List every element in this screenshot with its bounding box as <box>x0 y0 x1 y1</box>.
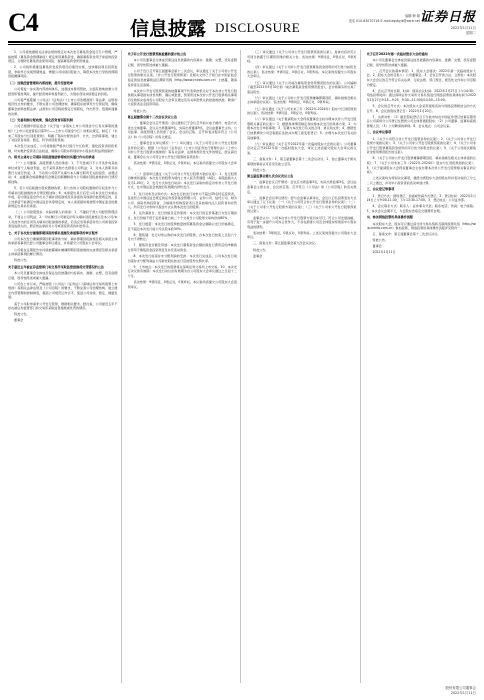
body-paragraph: 公司将严格遵循《公司法》《证券法》《上市公司治理准则》等法律、法规和规范性文件的要求，不断完善公司治理结构，确保股东能够充分行使权利，确保董事会能够按照法律、法规和公司章程的规定行使职权，作出科学、迅速和谨慎的决策。 <box>8 97 118 116</box>
masthead-rule-thin <box>8 44 476 45</box>
body-paragraph: 5、会议的召开方式：本次股东大会采用现场表决与网络投票相结合的方式召开。6、会议的股权登记日：2022年1月20日。 <box>366 103 476 113</box>
body-paragraph: 鉴于公司拟申请非公开发行股票，根据相关要求，经自查，公司最近五年不存在被证券监管部门和交易所采取监管措施或处罚的情况。 <box>8 301 118 311</box>
body-paragraph: 特此公告。 <box>372 238 388 243</box>
body-paragraph: 监事会 <box>253 253 263 258</box>
column-4 <box>367 50 477 683</box>
body-paragraph: 一、召开会议的基本情况：1、股东大会届次：2022年第一次临时股东大会。2、股东大会的召集人：公司董事会。3、会议召开的合法、合规性：本次股东大会会议的召开符合有关法律、行政法规、部门规章、规范性文件和公司章程的规定。 <box>366 68 476 87</box>
body-paragraph: 5、若公司后续推出股权激励政策，拟公布的公司股权激励的行权条件与公司填补回报措施的执行情况相挂钩；6、本承诺出具日后至公司本次发行实施完毕前，若中国证监会作出关于填补回报措施及其承诺的其他新的监管规定的，且上述承诺不能满足中国证监会该等规定时，本人承诺届时将按照中国证监会的最新规定出具补充承诺。 <box>8 185 118 209</box>
body-paragraph: 3、发行对象及认购方式：本次发行的发行对象为不超过35名特定投资者，包括符合中国证监会规定的证券投资基金管理公司、证券公司、信托公司、财务公司、保险机构投资者、合格境外机构投资者以及其他境内法人投资者和自然人。所有发行对象均以现金方式认购本次发行的股票。 <box>127 191 237 210</box>
issue-weekday-line: 星期二 <box>465 31 476 35</box>
column-1 <box>8 50 122 683</box>
body-paragraph: （三）审议通过《关于公司非公开发行股票预案的议案》。具体内容详见公司同日披露于巨潮资讯网的相关公告。表决结果：9票同意，0票反对，0票弃权。 <box>247 50 357 64</box>
credit-line: 电话 010-63070716 E-mail:zqsbyjk@zqrb.net <box>348 19 420 23</box>
section-heading: 关于非公开发行股票预案披露的提示性公告 <box>127 52 187 56</box>
body-paragraph: 特此公告。 <box>133 108 149 113</box>
issue-date <box>412 26 476 36</box>
section-title: 信息披露 <box>130 18 207 40</box>
body-paragraph: 表决结果：9票同意，0票反对，0票弃权。本议案尚需提交公司股东大会逐项审议。 <box>127 280 237 289</box>
body-paragraph: 一、董事会会议召开情况：会议通知已于会议召开前以电子邮件、电话方式送达全体董事。会议应出席董事9名，实际出席董事9名，会议由董事长主持，公司监事、高级管理人员列席了会议。会议的召集、召开和表决程序符合《公司法》和《公司章程》的有关规定。 <box>127 121 237 139</box>
body-paragraph: 二、董事会会议审议情况：（一）审议通过《关于公司符合非公开发行股票条件的议案》。根据《公司法》《证券法》《上市公司证券发行管理办法》《上市公司非公开发行股票实施细则》等有关法律、法规和规范性文件的规定，经认真自查，董事会认为公司符合非公开发行股票的各项条件。 <box>127 141 237 159</box>
body-paragraph: 6、《关于公司非公开发行股票摊薄即期回报、填补措施及相关主体承诺的议案》；7、《关于公司未来三年（2022年-2024年）股东分红回报规划的议案》；8、《关于提请股东大会授权董事会全权办理本次非公开发行股票相关事宜的议案》。 <box>366 156 476 175</box>
body-paragraph: 公司于近日召开第五届董事会第十二次会议，审议通过了关于公司非公开发行股票的相关议案。《非公开发行股票预案》及相关文件已于同日在中国证监会指定的信息披露网站巨潮资讯网（http://www.cninfo.com.cn）上披露，敬请投资者注意查阅。 <box>127 68 237 87</box>
editor-credits <box>320 14 420 24</box>
body-paragraph: 公司已根据中国证监会《关于进一步落实上市公司现金分红有关事项的通知》《上市公司监管指引第3号——上市公司现金分红》的相关规定，制定了《未来三年股东分红回报规划》，明确了利润分配的条件、方式、比例等事项，建立了对投资者持续、稳定、科学的回报机制。 <box>8 124 118 143</box>
page-footer <box>8 686 476 696</box>
section-heading: 第五届董事会第十二次会议决议公告 <box>127 115 177 120</box>
body-paragraph: 一、监事会会议召开情况：会议应出席监事3名，实际出席监事3名，会议由监事会主席主持，会议的召集、召开符合《公司法》和《公司章程》的有关规定。 <box>247 180 357 194</box>
body-paragraph: （二）逐项审议通过《关于公司非公开发行股票方案的议案》：1、发行股票的种类和面值：本次发行的股票为境内上市人民币普通股（A股），每股面值为人民币1.00元。2、发行方式和发行时间：本次发行采取向特定对象非公开发行的方式，在中国证监会核准的有效期内择机发行。 <box>127 171 237 190</box>
section-heading: 关于召开2022年第一次临时股东大会的通知 <box>366 52 428 56</box>
body-paragraph: （六）审议通过《关于公司非公开发行股票摊薄即期回报、填补措施及相关主体承诺的议案》。表决结果：9票同意，0票反对，0票弃权。 <box>247 95 357 105</box>
masthead <box>8 6 476 40</box>
credit-line: 编辑 韩 颖 <box>405 14 420 18</box>
body-paragraph: 本公司及董事会全体成员保证信息披露的内容真实、准确、完整，没有虚假记载、误导性陈述或重大遗漏。 <box>8 270 118 280</box>
newspaper-logo: 证券日报 <box>419 10 476 25</box>
body-paragraph: 表决结果：3票同意，0票反对，0票弃权。上述议案尚需提交公司股东大会审议。 <box>247 230 357 240</box>
body-paragraph: 4、会议联系方式：联系人：证券事务代表；联系电话；传真；电子邮箱。5、本次会议会期半天，与会股东食宿及交通费用自理。 <box>366 204 476 213</box>
section-heading: 关于最近五年被证券监管部门和交易所采取监管措施或处罚情况的公告 <box>8 264 104 269</box>
body-paragraph: 本次股东大会，股东可以通过深交所交易系统和互联网投票系统（http://wltp.cninfo.com.cn）参加投票，网络投票的具体操作流程详见附件一。 <box>366 221 476 231</box>
body-paragraph: 五、备查文件：第五届董事会第十二次会议决议。 <box>372 232 441 237</box>
issuer-date: 2022年1月11日 <box>450 690 476 695</box>
body-paragraph: 公司本次发行摊薄即期回报事项的分析、填补即期回报措施及相关承诺主体的承诺等事项已经公司董事会审议通过，并将提交公司股东大会审议。 <box>8 236 118 246</box>
body-paragraph: 4、会议召开的日期、时间：现场会议时间：2022年1月27日下午14:30；网络投票时间：通过深圳证券交易所交易系统进行网络投票的具体时间为2022年1月27日9:15—9:25，9:30—11:30和13:00—15:00。 <box>366 88 476 102</box>
column-2 <box>128 50 242 683</box>
body-paragraph: 本次发行完成后，公司将继续严格执行现行分红政策，强化投资者回报机制，切实维护投资者合法权益，确保公司股东特别是中小股东的利益得到保护。 <box>8 144 118 153</box>
section-heading: 二、会议审议事项 <box>366 130 392 135</box>
body-paragraph: 二、监事会会议审议情况：经与会监事认真审议，会议以记名投票表决方式审议通过了以下议案：（一）《关于公司符合非公开发行股票条件的议案》；（二）《关于公司非公开发行股票方案的议案》；（三）《关于公司非公开发行股票预案的议案》。 <box>247 195 357 214</box>
body-paragraph: 特此公告。 <box>14 258 30 263</box>
body-paragraph: 表决结果：9票同意，0票反对，0票弃权。本议案尚需提交公司股东大会审议。 <box>127 160 237 170</box>
body-paragraph: （二）公司控股股东、实际控制人的承诺：1、不越权干预公司经营管理活动，不侵占公司利益；2、切实履行公司制定的有关填补回报措施以及本公司/本人对此作出的任何有关填补回报措施的承诺，若违反该等承诺并给公司或者投资者造成损失的，愿意依法承担对公司或者投资者的补偿责任。 <box>8 210 118 229</box>
body-paragraph: 7、出席对象：（1）截至股权登记日下午收市时在中国证券登记结算有限责任公司深圳分公司登记在册的公司全体普通股股东；（2）公司董事、监事和高级管理人员；（3）公司聘请的律师。8、会议地点：公司会议室。 <box>366 114 476 128</box>
body-paragraph: 特此公告。 <box>14 312 30 317</box>
body-paragraph: 公司自上市以来，严格按照《公司法》《证券法》《深圳证券交易所股票上市规则》等相关法律法规及《公司章程》的要求，不断完善公司治理结构，建立健全内部管理和控制制度，提高公司规范运作水平，促进公司持续、稳定、健康发展。 <box>8 281 118 300</box>
body-paragraph: 8、本次发行前滚存未分配利润的安排：本次发行完成后，公司本次发行前的滚存未分配利润由公司新老股东按发行后的股份比例共享。 <box>127 254 237 263</box>
body-paragraph: 本公司及董事会全体成员保证信息披露的内容真实、准确、完整，没有虚假记载、误导性陈述或重大遗漏。 <box>366 58 476 67</box>
section-heading: 第五届监事会第九次会议决议公告 <box>247 174 294 179</box>
issue-date-line: 2022年1月11日 <box>450 26 476 30</box>
body-paragraph: 4、定价基准日、发行价格及定价原则：本次发行的定价基准日为发行期首日，发行价格不低于定价基准日前二十个交易日公司股票交易均价的80%。 <box>127 211 237 220</box>
body-paragraph: 1、《关于公司符合非公开发行股票条件的议案》；2、《关于公司非公开发行股票方案的议案》；3、《关于公司非公开发行股票预案的议案》；4、《关于公司非公开发行股票募集资金使用的可行性分析报告的议案》；5、《关于公司前次募集资金使用情况报告的议案》。 <box>366 136 476 155</box>
body-paragraph: （四）审议通过《关于公司非公开发行股票募集资金使用的可行性分析报告的议案》。表决结果：9票同意，0票反对，0票弃权。本议案尚需提交公司股东大会审议。 <box>247 65 357 79</box>
section-english-title: DISCLOSURE <box>215 20 301 35</box>
section-heading: （三）完善利润分配政策，强化投资者回报机制 <box>8 118 73 123</box>
body-paragraph: 1、公司将依据相关法律法规的规定对本次发行募集资金进行专户管理，严格按照《募集资金管理制度》规定使用募集资金，确保募集资金用于承诺的投资项目，合理防范募集资金使用风险，提高募集资金使用效益。 <box>8 50 118 64</box>
section-heading: 三、会议登记等事项 <box>366 187 395 192</box>
column-3 <box>247 50 361 683</box>
body-paragraph: 本公司及董事会全体成员保证信息披露的内容真实、准确、完整，没有虚假记载、误导性陈述或重大遗漏。 <box>127 58 237 67</box>
body-paragraph: 本次非公开发行股票预案的披露事项不代表审批机关对于本次非公开发行股票相关事项的实质性判断、确认或批准，预案所述本次非公开发行股票相关事项的生效和完成尚需公司股东大会审议通过及有关审批机关的批准或核准。敬请广大投资者注意投资风险。 <box>127 88 237 107</box>
body-paragraph: 三、备查文件：1、第五届董事会第十二次会议决议；2、独立董事关于相关事项的事前认可意见及独立意见。 <box>247 156 357 166</box>
body-paragraph: 7、募集资金总额及用途：本次发行募集资金总额扣除发行费用后的净额将全部用于募集资金投资项目及补充流动资金。 <box>127 243 237 253</box>
body-paragraph: 上述议案均为特别决议事项，须经出席股东大会的股东所持表决权的三分之二以上通过，并对中小投资者的表决单独计票。 <box>366 176 476 185</box>
body-paragraph: 特此公告。 <box>253 167 269 172</box>
page-number: C4 <box>8 8 38 37</box>
body-paragraph: （八）审议通过《关于提请股东大会授权董事会全权办理本次非公开发行股票相关事宜的议案》：1、根据具体情况制定和实施本次发行的具体方案；2、办理本次发行申报事项；3、签署与本次发行有关的合同、协议和文件；4、根据发行结果修改公司章程相应条款并办理工商变更登记；5、办理与本次发行有关的其他事项。 <box>247 117 357 140</box>
section-heading: 四、参加网络投票的具体操作流程 <box>366 215 413 220</box>
body-paragraph: 1、登记方式：现场登记、信函或传真方式登记。2、登记时间：2022年1月24日上午9:00-11:30，下午13:30-17:00。3、登记地点：公司证券部。 <box>366 193 476 203</box>
section-heading: （二）加强经营管理和内部控制，提升经营效率 <box>8 81 73 86</box>
body-paragraph: 董事会 <box>14 318 24 323</box>
body-paragraph: 监事会认为：公司本次非公开发行股票方案切实可行，符合公司发展战略，有利于进一步提升公司综合竞争力，不存在损害公司及全体股东特别是中小股东利益的情形。 <box>247 215 357 229</box>
body-paragraph: （五）审议通过《关于公司前次募集资金使用情况报告的议案》。公司编制了截至2021年9月30日的《前次募集资金使用情况报告》，会计师事务所出具了鉴证报告。 <box>247 80 357 94</box>
body-paragraph: 特此公告。 <box>253 247 269 252</box>
body-paragraph: 公司将在定期报告中持续披露填补摊薄即期回报措施的完成情况及相关承诺主体承诺事项的履行情况。 <box>8 247 118 257</box>
body-paragraph: （七）审议通过《关于公司未来三年（2022年-2024年）股东分红回报规划的议案》。表决结果：9票同意，0票反对，0票弃权。 <box>247 106 357 116</box>
masthead-rule <box>8 41 476 43</box>
body-paragraph: 2、公司将积极推进募集资金投资项目的建设实施，加快募投项目投资进度，争取早日实现预期效益，增强公司持续回报能力，降低本次发行导致的即期回报摊薄风险。 <box>8 65 118 79</box>
body-paragraph: 董事会 <box>372 244 382 249</box>
article-columns <box>8 50 476 683</box>
body-paragraph: 2022年1月11日 <box>372 250 396 255</box>
body-paragraph: 9、上市地点：本次发行的股票将在深圳证券交易所上市交易。10、本次发行决议的有效期：本次发行决议的有效期为自公司股东大会审议通过之日起十二个月。 <box>127 264 237 279</box>
body-paragraph: 三、备查文件：第五届监事会第九次会议决议。 <box>253 241 318 246</box>
body-paragraph: （一）公司董事、高级管理人员的承诺：1、不无偿或以不公平条件向其他单位或者个人输送利益，也不采用其他方式损害公司利益；2、对本人的职务消费行为进行约束；3、不动用公司资产从事与本人履行职责无关的投资、消费活动；4、由董事会或薪酬委员会制定的薪酬制度与公司填补回报措施的执行情况相挂钩。 <box>8 161 118 184</box>
issuer-signature <box>386 686 476 695</box>
issuer-name: 股份有限公司董事会 <box>445 686 476 690</box>
section-heading: 七、关于本次发行摊薄即期回报的填补措施及承诺事项的审议程序 <box>8 230 98 235</box>
body-paragraph: 6、限售期：发行对象认购的本次发行的股票，自本次发行结束之日起六个月内不得转让。 <box>127 232 237 242</box>
body-paragraph: （九）审议通过《关于召开2022年第一次临时股东大会的议案》。公司董事会决定召开2022年第一次临时股东大会，审议上述需提交股东大会审议的议案。 <box>247 141 357 155</box>
section-heading: 六、相关主体对公司填补回报措施能够得到切实履行作出的承诺 <box>8 155 95 160</box>
body-paragraph: 5、发行数量：本次发行的股票数量按照募集资金总额除以发行价格确定，且不超过本次发行前公司总股本的30%。 <box>127 222 237 231</box>
body-paragraph: 公司将进一步完善内部控制体系，加强成本费用管控，全面有效地控制公司经营和管控风险，提升经营效率和盈利能力，为股东创造持续稳定的回报。 <box>8 87 118 96</box>
